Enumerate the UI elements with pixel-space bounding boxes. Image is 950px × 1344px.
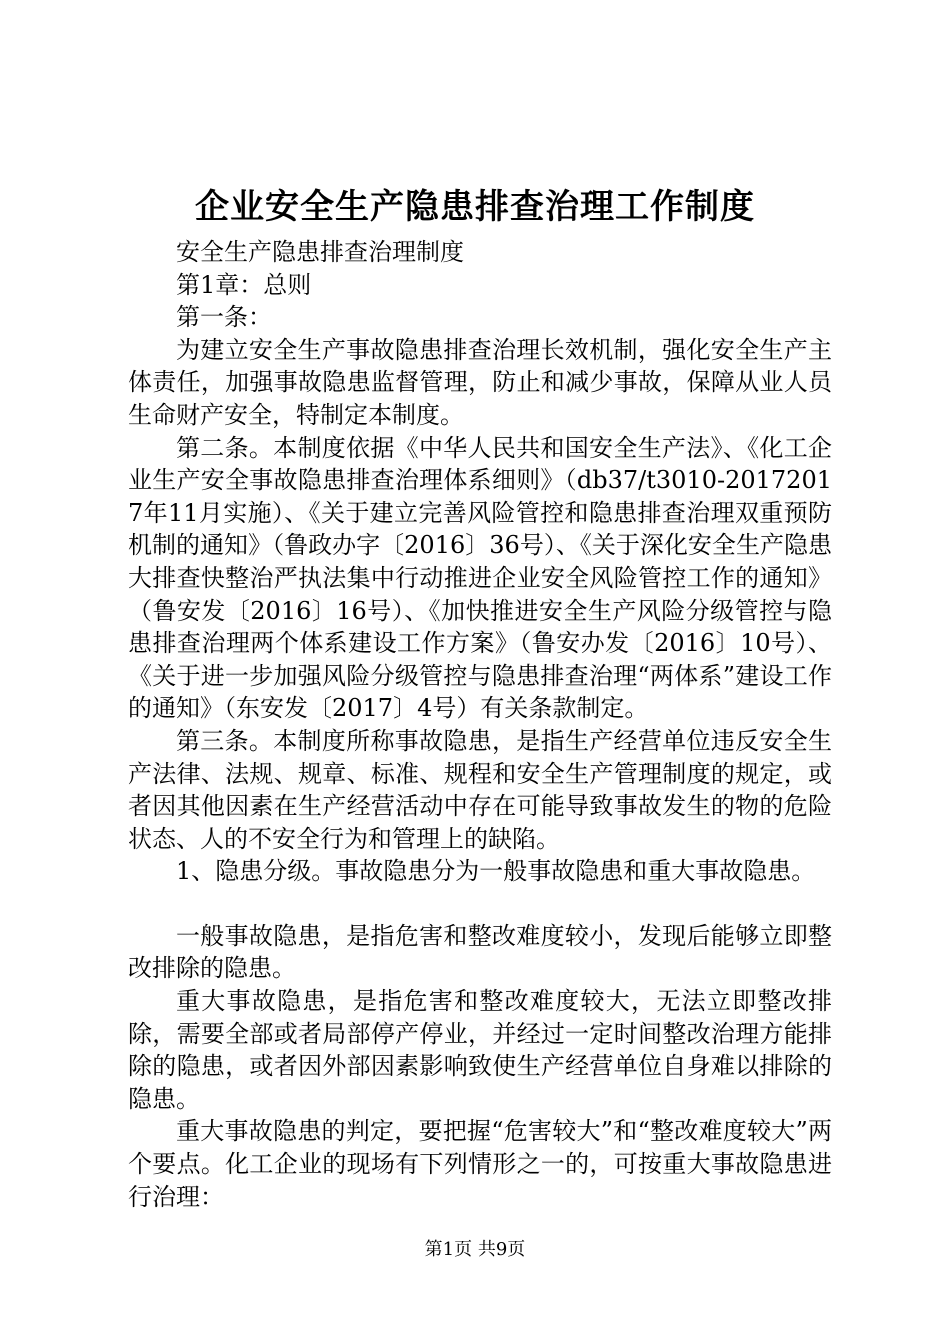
- paragraph-chapter-heading: 第1章：总则: [176, 270, 312, 299]
- paragraph-hazard-levels: 1、隐患分级。事故隐患分为一般事故隐患和重大事故隐患。: [176, 857, 816, 886]
- paragraph-subtitle: 安全生产隐患排查治理制度: [176, 238, 464, 266]
- page-number: 第1页 共9页: [424, 1239, 526, 1260]
- document-body: [128, 236, 832, 1213]
- paragraph-article-1-body: 为建立安全生产事故隐患排查治理长效机制，强化安全生产主体责任，加强事故隐患监督管理，防止和减少事故，保障从业人员生命财产安全，特制定本制度。: [128, 335, 832, 429]
- paragraph-article-3: 第三条。本制度所称事故隐患，是指生产经营单位违反安全生产法律、法规、规章、标准、规程和安全生产管理制度的规定，或者因其他因素在生产经营活动中存在可能导致事故发生的物的危险状态、人的不安全行为和管理上的缺陷。: [128, 726, 832, 853]
- paragraph-major-hazard: 重大事故隐患，是指危害和整改难度较大，无法立即整改排除，需要全部或者局部停产停业，并经过一定时间整改治理方能排除的隐患，或者因外部因素影响致使生产经营单位自身难以排除的隐患。: [128, 987, 832, 1113]
- paragraph-major-hazard-criteria: 重大事故隐患的判定，要把握“危害较大”和“整改难度较大”两个要点。化工企业的现场有下列情形之一的，可按重大事故隐患进行治理：: [128, 1117, 832, 1211]
- paragraph-general-hazard: 一般事故隐患，是指危害和整改难度较小，发现后能够立即整改排除的隐患。: [128, 921, 832, 983]
- paragraph-article-1-heading: 第一条：: [176, 303, 272, 332]
- document-title: 企业安全生产隐患排查治理工作制度: [195, 187, 755, 227]
- paragraph-article-2: 第二条。本制度依据《中华人民共和国安全生产法》、《化工企业生产安全事故隐患排查治理体系细则》（db37/t3010-20172017年11月实施）、《关于建立完善风险管控和隐患排查治理双重预防机制的通知》（鲁政办字〔2016〕36号）、《关于深化安全生产隐患大排查快整治严执法集中行动推进企业安全风险管控工作的通知》（鲁安发〔2016〕16号）、《加快推进安全生产风险分级管控与隐患排查治理两个体系建设工作方案》（鲁安办发〔2016〕10号）、《关于进一步加强风险分级管控与隐患排查治理“两体系”建设工作的通知》（东安发〔2017〕4号）有关条款制定。: [128, 433, 832, 723]
